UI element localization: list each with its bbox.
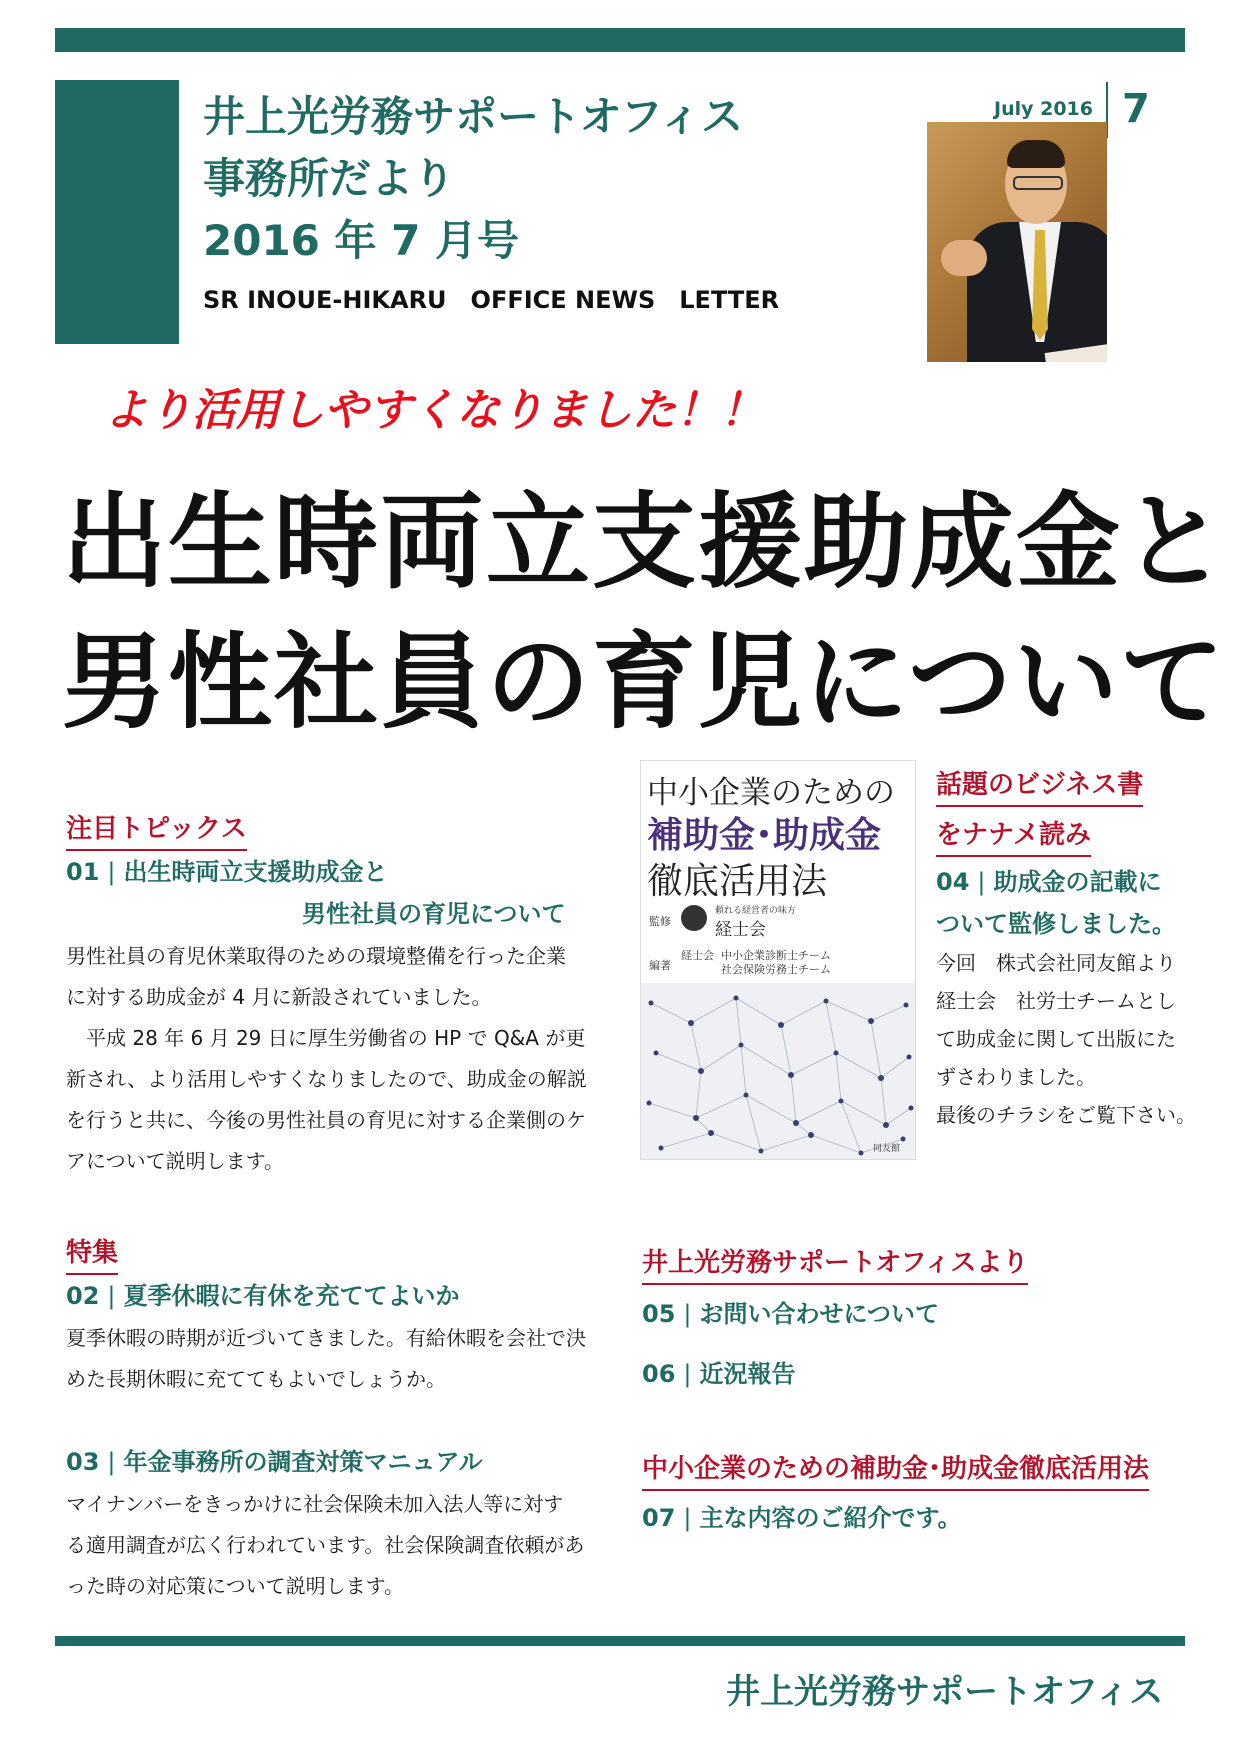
issue-number: 7 — [1122, 86, 1150, 132]
body-line: 新され、より活用しやすくなりましたので、助成金の解説 — [66, 1067, 587, 1091]
body-line: ずさわりました。 — [936, 1065, 1096, 1089]
book-supervise-label: 監修 — [649, 915, 671, 928]
photo-hair — [1007, 140, 1065, 168]
body-line: 平成 28 年 6 月 29 日に厚生労働省の HP で Q&A が更 — [66, 1026, 586, 1050]
subsidy-07-number: 07 — [642, 1504, 676, 1532]
body-line: 今回 株式会社同友館より — [936, 951, 1176, 975]
headline-tagline: より活用しやすくなりました！！ — [104, 385, 764, 436]
body-line: を行うと共に、今後の男性社員の育児に対する企業側のケ — [66, 1108, 586, 1132]
masthead-block — [55, 80, 179, 344]
body-line: る適用調査が広く行われています。社会保険調査依頼があ — [66, 1533, 585, 1557]
special-02-body — [66, 1318, 626, 1400]
book-supervisor-small: 頼れる経営者の味方 — [715, 906, 797, 916]
book-title-line2: 補助金･助成金 — [647, 815, 882, 856]
topic-01-number: 01 — [66, 858, 100, 886]
body-line: めた長期休暇に充ててもよいでしょうか。 — [66, 1367, 446, 1391]
business-04-title[interactable] — [936, 862, 1162, 897]
separator-icon: | — [107, 1448, 116, 1476]
top-bar — [55, 28, 1185, 52]
author-photo — [927, 122, 1107, 362]
subsidy-07-title: 主な内容のご紹介です。 — [699, 1504, 962, 1532]
topic-01-title-line2[interactable]: 男性社員の育児について — [302, 900, 566, 928]
body-line: アについて説明します。 — [66, 1149, 284, 1173]
book-editor-org: 経士会 — [681, 949, 714, 962]
newsletter-subtitle: 事務所だより — [203, 154, 456, 203]
business-04-title-line2[interactable]: ついて監修しました。 — [936, 910, 1176, 938]
special-03-body — [66, 1484, 626, 1607]
book-cover — [640, 760, 916, 1160]
book-title-line3: 徹底活用法 — [647, 861, 828, 902]
book-team1: 中小企業診断士チーム — [721, 949, 831, 962]
topic-01-title-line1: 出生時両立支援助成金と — [123, 858, 388, 886]
office-name-title: 井上光労務サポートオフィス — [203, 92, 744, 141]
body-line: て助成金に関して出版にた — [936, 1027, 1176, 1051]
office-05-title: お問い合わせについて — [699, 1300, 940, 1328]
body-line: 男性社員の育児休業取得のための環境整備を行った企業 — [66, 944, 566, 968]
special-03-number: 03 — [66, 1448, 100, 1476]
body-line: った時の対応策について説明します。 — [66, 1574, 404, 1598]
book-team2: 社会保険労務士チーム — [721, 963, 831, 976]
office-06-title: 近況報告 — [699, 1360, 796, 1388]
subsidy-section-heading: 中小企業のための補助金･助成金徹底活用法 — [642, 1448, 1149, 1491]
office-06-number: 06 — [642, 1360, 676, 1388]
business-book-heading-line2: をナナメ読み — [936, 814, 1091, 857]
photo-glasses — [1013, 176, 1063, 190]
book-publisher: 同友館 — [873, 1144, 901, 1154]
special-heading: 特集 — [66, 1232, 118, 1275]
business-04-body — [936, 944, 1226, 1134]
separator-icon: | — [683, 1360, 692, 1388]
headline-line1: 出生時両立支援助成金と — [62, 481, 1229, 603]
business-04-number: 04 — [936, 868, 970, 896]
separator-icon: | — [977, 868, 986, 896]
special-03-title[interactable] — [66, 1442, 483, 1477]
topics-heading: 注目トピックス — [66, 808, 247, 851]
separator-icon: | — [683, 1300, 692, 1328]
footer-office-name: 井上光労務サポートオフィス — [726, 1672, 1164, 1712]
english-title: SR INOUE-HIKARU OFFICE NEWS LETTER — [203, 286, 780, 314]
topic-01-title[interactable] — [66, 852, 388, 887]
office-05-number: 05 — [642, 1300, 676, 1328]
body-line: 最後のチラシをご覧下さい。 — [936, 1103, 1196, 1127]
special-03-title-text: 年金事務所の調査対策マニュアル — [123, 1448, 483, 1476]
topic-01-body — [66, 936, 626, 1182]
body-line: に対する助成金が 4 月に新設されていました。 — [66, 985, 492, 1009]
office-06-item[interactable] — [642, 1354, 796, 1389]
separator-icon: | — [107, 1282, 116, 1310]
special-02-title-text: 夏季休暇に有休を充ててよいか — [123, 1282, 460, 1310]
book-network-graphic — [641, 983, 915, 1159]
book-supervisor: 経士会 — [715, 920, 766, 940]
date-label: July 2016 — [994, 98, 1093, 120]
book-emblem-icon — [681, 905, 707, 931]
office-05-item[interactable] — [642, 1294, 939, 1329]
headline-line2: 男性社員の育児について — [62, 621, 1226, 743]
business-book-heading-line1: 話題のビジネス書 — [936, 764, 1143, 807]
bottom-bar — [55, 1636, 1185, 1646]
special-02-number: 02 — [66, 1282, 100, 1310]
body-line: 夏季休暇の時期が近づいてきました。有給休暇を会社で決 — [66, 1326, 586, 1350]
body-line: 経士会 社労士チームとし — [936, 989, 1176, 1013]
subsidy-07-item[interactable] — [642, 1498, 962, 1533]
business-04-title-line1: 助成金の記載に — [993, 868, 1162, 896]
book-title-line1: 中小企業のための — [647, 775, 895, 811]
special-02-title[interactable] — [66, 1276, 460, 1311]
body-line: マイナンバーをきっかけに社会保険未加入法人等に対す — [66, 1492, 564, 1516]
separator-icon: | — [683, 1504, 692, 1532]
photo-hand — [941, 240, 987, 276]
separator-icon: | — [107, 858, 116, 886]
book-edit-label: 編著 — [649, 959, 671, 972]
office-section-heading: 井上光労務サポートオフィスより — [642, 1242, 1028, 1285]
issue-title: 2016 年 7 月号 — [203, 216, 519, 265]
